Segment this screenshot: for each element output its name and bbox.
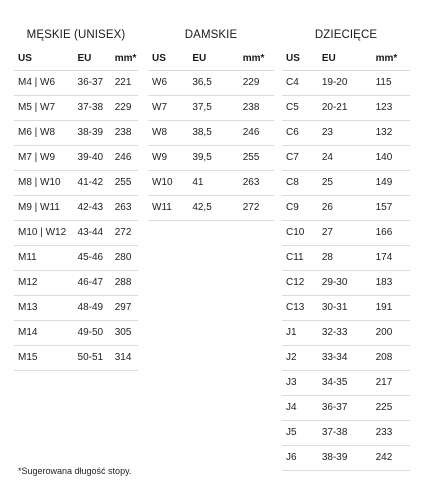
size-table-kids xyxy=(282,48,410,471)
cell-us-size: M5 | W7 xyxy=(14,96,74,121)
table-row xyxy=(14,296,138,321)
cell-foot-length-mm: 238 xyxy=(111,121,138,146)
column-header-mm: mm* xyxy=(372,48,410,71)
cell-us-size: W7 xyxy=(148,96,188,121)
cell-foot-length-mm: 272 xyxy=(111,221,138,246)
cell-us-size: J6 xyxy=(282,446,318,471)
table-body-mens xyxy=(14,71,138,371)
cell-us-size: C11 xyxy=(282,246,318,271)
cell-eu-size: 37,5 xyxy=(188,96,238,121)
cell-foot-length-mm: 297 xyxy=(111,296,138,321)
column-header-us: US xyxy=(282,48,318,71)
cell-eu-size: 41-42 xyxy=(74,171,111,196)
cell-foot-length-mm: 174 xyxy=(372,246,410,271)
cell-eu-size: 49-50 xyxy=(74,321,111,346)
cell-us-size: C9 xyxy=(282,196,318,221)
table-row xyxy=(148,71,274,96)
cell-foot-length-mm: 229 xyxy=(111,96,138,121)
section-womens xyxy=(148,28,274,221)
table-row xyxy=(282,421,410,446)
cell-us-size: W11 xyxy=(148,196,188,221)
cell-foot-length-mm: 246 xyxy=(111,146,138,171)
cell-foot-length-mm: 246 xyxy=(239,121,274,146)
cell-eu-size: 32-33 xyxy=(318,321,372,346)
cell-us-size: W6 xyxy=(148,71,188,96)
column-header-us: US xyxy=(148,48,188,71)
table-row xyxy=(282,171,410,196)
cell-eu-size: 38,5 xyxy=(188,121,238,146)
table-row xyxy=(14,221,138,246)
table-row xyxy=(148,171,274,196)
cell-us-size: J1 xyxy=(282,321,318,346)
cell-eu-size: 39,5 xyxy=(188,146,238,171)
footnote: *Sugerowana długość stopy. xyxy=(18,466,132,476)
table-row xyxy=(282,396,410,421)
cell-us-size: M13 xyxy=(14,296,74,321)
cell-us-size: C6 xyxy=(282,121,318,146)
cell-eu-size: 50-51 xyxy=(74,346,111,371)
cell-us-size: M8 | W10 xyxy=(14,171,74,196)
cell-us-size: C10 xyxy=(282,221,318,246)
cell-eu-size: 48-49 xyxy=(74,296,111,321)
table-body-womens xyxy=(148,71,274,221)
table-row xyxy=(14,246,138,271)
table-row xyxy=(282,196,410,221)
cell-eu-size: 36-37 xyxy=(74,71,111,96)
cell-eu-size: 36,5 xyxy=(188,71,238,96)
cell-us-size: M10 | W12 xyxy=(14,221,74,246)
cell-us-size: C12 xyxy=(282,271,318,296)
cell-foot-length-mm: 263 xyxy=(111,196,138,221)
cell-foot-length-mm: 200 xyxy=(372,321,410,346)
table-row xyxy=(282,321,410,346)
cell-us-size: C4 xyxy=(282,71,318,96)
section-title-kids: DZIECIĘCE xyxy=(314,29,378,41)
cell-us-size: J5 xyxy=(282,421,318,446)
column-header-eu: EU xyxy=(74,48,111,71)
cell-foot-length-mm: 191 xyxy=(372,296,410,321)
column-header-mm: mm* xyxy=(111,48,138,71)
cell-foot-length-mm: 242 xyxy=(372,446,410,471)
table-row xyxy=(282,71,410,96)
column-header-mm: mm* xyxy=(239,48,274,71)
cell-eu-size: 37-38 xyxy=(318,421,372,446)
table-header-row xyxy=(282,48,410,71)
cell-us-size: C5 xyxy=(282,96,318,121)
cell-us-size: M4 | W6 xyxy=(14,71,74,96)
cell-us-size: M7 | W9 xyxy=(14,146,74,171)
cell-foot-length-mm: 132 xyxy=(372,121,410,146)
table-row xyxy=(14,96,138,121)
cell-foot-length-mm: 123 xyxy=(372,96,410,121)
cell-us-size: M12 xyxy=(14,271,74,296)
size-table-womens xyxy=(148,48,274,221)
cell-foot-length-mm: 288 xyxy=(111,271,138,296)
cell-us-size: W10 xyxy=(148,171,188,196)
table-row xyxy=(282,446,410,471)
table-row xyxy=(14,196,138,221)
cell-eu-size: 34-35 xyxy=(318,371,372,396)
table-row xyxy=(14,321,138,346)
table-row xyxy=(282,346,410,371)
cell-us-size: M9 | W11 xyxy=(14,196,74,221)
table-row xyxy=(148,121,274,146)
cell-eu-size: 28 xyxy=(318,246,372,271)
cell-eu-size: 20-21 xyxy=(318,96,372,121)
table-row xyxy=(14,171,138,196)
section-kids xyxy=(282,28,410,471)
table-row xyxy=(282,371,410,396)
table-row xyxy=(282,271,410,296)
table-row xyxy=(14,271,138,296)
table-header-row xyxy=(148,48,274,71)
cell-eu-size: 33-34 xyxy=(318,346,372,371)
cell-us-size: C7 xyxy=(282,146,318,171)
cell-eu-size: 45-46 xyxy=(74,246,111,271)
cell-foot-length-mm: 140 xyxy=(372,146,410,171)
cell-foot-length-mm: 225 xyxy=(372,396,410,421)
table-row xyxy=(14,121,138,146)
table-row xyxy=(14,346,138,371)
table-row xyxy=(282,246,410,271)
cell-eu-size: 23 xyxy=(318,121,372,146)
cell-foot-length-mm: 263 xyxy=(239,171,274,196)
cell-eu-size: 42,5 xyxy=(188,196,238,221)
cell-foot-length-mm: 255 xyxy=(111,171,138,196)
cell-us-size: W8 xyxy=(148,121,188,146)
table-row xyxy=(282,146,410,171)
cell-us-size: J4 xyxy=(282,396,318,421)
table-row xyxy=(14,71,138,96)
table-body-kids xyxy=(282,71,410,471)
cell-foot-length-mm: 229 xyxy=(239,71,274,96)
cell-us-size: M15 xyxy=(14,346,74,371)
table-row xyxy=(14,146,138,171)
cell-foot-length-mm: 238 xyxy=(239,96,274,121)
cell-foot-length-mm: 166 xyxy=(372,221,410,246)
cell-eu-size: 26 xyxy=(318,196,372,221)
cell-foot-length-mm: 208 xyxy=(372,346,410,371)
cell-eu-size: 37-38 xyxy=(74,96,111,121)
cell-eu-size: 38-39 xyxy=(318,446,372,471)
cell-eu-size: 19-20 xyxy=(318,71,372,96)
cell-foot-length-mm: 149 xyxy=(372,171,410,196)
cell-foot-length-mm: 233 xyxy=(372,421,410,446)
cell-foot-length-mm: 157 xyxy=(372,196,410,221)
cell-eu-size: 39-40 xyxy=(74,146,111,171)
cell-eu-size: 43-44 xyxy=(74,221,111,246)
cell-foot-length-mm: 221 xyxy=(111,71,138,96)
cell-eu-size: 24 xyxy=(318,146,372,171)
table-header-row xyxy=(14,48,138,71)
cell-foot-length-mm: 280 xyxy=(111,246,138,271)
section-mens-unisex xyxy=(14,28,138,371)
cell-eu-size: 41 xyxy=(188,171,238,196)
table-row xyxy=(282,296,410,321)
cell-foot-length-mm: 314 xyxy=(111,346,138,371)
cell-eu-size: 27 xyxy=(318,221,372,246)
cell-us-size: M6 | W8 xyxy=(14,121,74,146)
table-row xyxy=(282,221,410,246)
cell-foot-length-mm: 217 xyxy=(372,371,410,396)
cell-eu-size: 25 xyxy=(318,171,372,196)
cell-foot-length-mm: 272 xyxy=(239,196,274,221)
cell-us-size: C8 xyxy=(282,171,318,196)
cell-us-size: C13 xyxy=(282,296,318,321)
table-row xyxy=(282,121,410,146)
cell-us-size: J2 xyxy=(282,346,318,371)
table-row xyxy=(148,196,274,221)
cell-eu-size: 46-47 xyxy=(74,271,111,296)
cell-eu-size: 29-30 xyxy=(318,271,372,296)
cell-eu-size: 30-31 xyxy=(318,296,372,321)
table-row xyxy=(148,146,274,171)
cell-foot-length-mm: 115 xyxy=(372,71,410,96)
cell-eu-size: 38-39 xyxy=(74,121,111,146)
size-table-mens xyxy=(14,48,138,371)
section-title-womens: DAMSKIE xyxy=(184,29,238,41)
cell-eu-size: 36-37 xyxy=(318,396,372,421)
column-header-eu: EU xyxy=(188,48,238,71)
cell-us-size: M11 xyxy=(14,246,74,271)
cell-us-size: W9 xyxy=(148,146,188,171)
table-row xyxy=(148,96,274,121)
cell-us-size: J3 xyxy=(282,371,318,396)
section-title-mens: MĘSKIE (UNISEX) xyxy=(26,29,126,41)
column-header-eu: EU xyxy=(318,48,372,71)
cell-foot-length-mm: 255 xyxy=(239,146,274,171)
cell-us-size: M14 xyxy=(14,321,74,346)
table-row xyxy=(282,96,410,121)
cell-eu-size: 42-43 xyxy=(74,196,111,221)
column-header-us: US xyxy=(14,48,74,71)
cell-foot-length-mm: 305 xyxy=(111,321,138,346)
cell-foot-length-mm: 183 xyxy=(372,271,410,296)
